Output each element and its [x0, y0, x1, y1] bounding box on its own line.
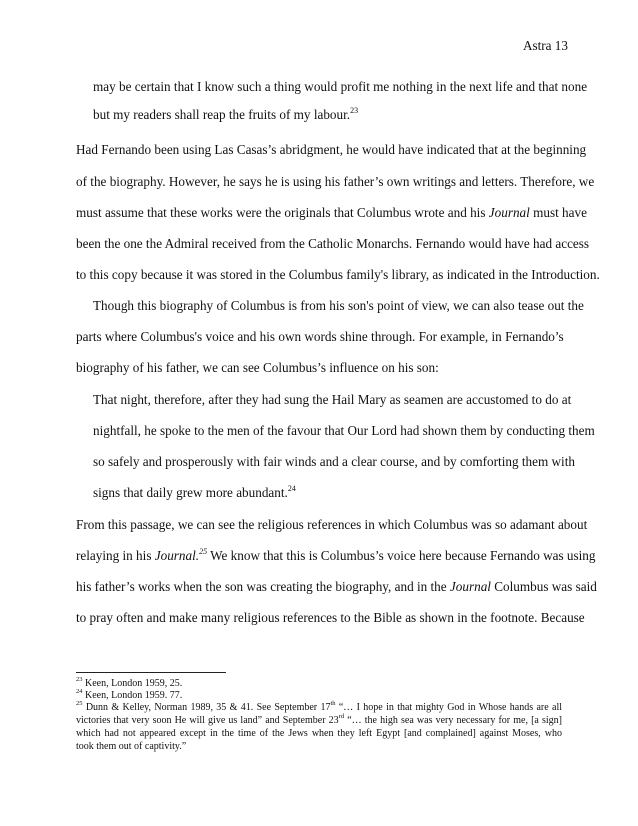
- block-quote-line: so safely and prosperously with fair winds and a clear course, and by comforting them with: [93, 454, 575, 469]
- footnote-separator: [76, 672, 226, 673]
- footnote-text: “… the high sea was very necessary for me, [a sign]: [344, 715, 562, 726]
- body-line: [76, 205, 587, 221]
- footnote-ref: 24: [287, 483, 296, 493]
- body-text: must assume that these works were the originals that Columbus wrote and his: [76, 205, 489, 220]
- journal-italic: [155, 548, 207, 563]
- body-line: biography of his father, we can see Columbus’s influence on his son:: [76, 360, 439, 375]
- body-line: Though this biography of Columbus is from his son's point of view, we can also tease out the: [93, 298, 584, 313]
- block-quote-line: nightfall, he spoke to the men of the favour that Our Lord had shown them by conducting them: [93, 423, 595, 438]
- footnote-25: [76, 699, 563, 715]
- footnote-25-line: took them out of captivity.”: [76, 741, 187, 752]
- body-text: We know that this is Columbus’s voice here because Fernando was using: [207, 548, 596, 563]
- italic-text: Journal.: [154, 548, 200, 563]
- footnote-23: [76, 675, 562, 691]
- footnote-text: Keen, London 1959, 25.: [82, 678, 183, 689]
- journal-italic: Journal: [449, 579, 491, 594]
- block-quote-line: may be certain that I know such a thing would profit me nothing in the next life and that none: [93, 79, 588, 94]
- footnote-ref: 23: [350, 105, 359, 115]
- footnote-25-line: [76, 712, 562, 728]
- block-quote-line: That night, therefore, after they had sung the Hail Mary as seamen are accustomed to do at: [93, 392, 572, 407]
- footnote-number: 25: [76, 699, 83, 707]
- running-head: Astra 13: [522, 38, 568, 53]
- footnote-text: “… I hope in that mighty God in Whose hands are all: [335, 702, 563, 713]
- footnote-text: victories that very soon He will give us land” and September 23: [76, 715, 339, 726]
- journal-italic: Journal: [488, 205, 530, 220]
- body-line: to this copy because it was stored in the Columbus family's library, as indicated in the Introduction.: [76, 267, 600, 282]
- footnote-24: [76, 687, 562, 703]
- body-line: been the one the Admiral received from the Catholic Monarchs. Fernando would have had access: [76, 236, 590, 251]
- body-line: to pray often and make many religious references to the Bible as shown in the footnote. Because: [76, 610, 585, 625]
- quote-text: signs that daily grew more abundant.: [93, 485, 288, 500]
- body-line: parts where Columbus's voice and his own words shine through. For example, in Fernando’s: [76, 329, 564, 344]
- ordinal-suffix: rd: [338, 712, 345, 720]
- body-text: must have: [529, 205, 587, 220]
- footnote-ref: 25: [199, 546, 208, 556]
- block-quote-line: [93, 485, 296, 501]
- footnote-25-line: which had not appeared except in the time of the Jews when they left Egypt [and complained] against Moses, who: [76, 728, 562, 739]
- body-line: of the biography. However, he says he is using his father’s own writings and letters. Therefore, we: [76, 174, 595, 189]
- body-line: Had Fernando been using Las Casas’s abridgment, he would have indicated that at the beginning: [76, 142, 587, 157]
- footnote-number: 23: [76, 675, 83, 683]
- footnote-text: Keen, London 1959. 77.: [82, 690, 183, 701]
- body-line: [76, 579, 597, 595]
- block-quote-line: [93, 107, 358, 123]
- footnote-text: Dunn & Kelley, Norman 1989, 35 & 41. See September 17: [82, 702, 331, 713]
- body-text: relaying in his: [76, 548, 155, 563]
- quote-text: but my readers shall reap the fruits of my labour.: [93, 107, 351, 122]
- body-text: Columbus was said: [490, 579, 597, 594]
- body-line: [76, 546, 596, 564]
- footnote-number: 24: [76, 687, 83, 695]
- body-text: his father’s works when the son was creating the biography, and in the: [76, 579, 450, 594]
- body-line: From this passage, we can see the religious references in which Columbus was so adamant about: [76, 517, 588, 532]
- ordinal-suffix: th: [330, 699, 336, 707]
